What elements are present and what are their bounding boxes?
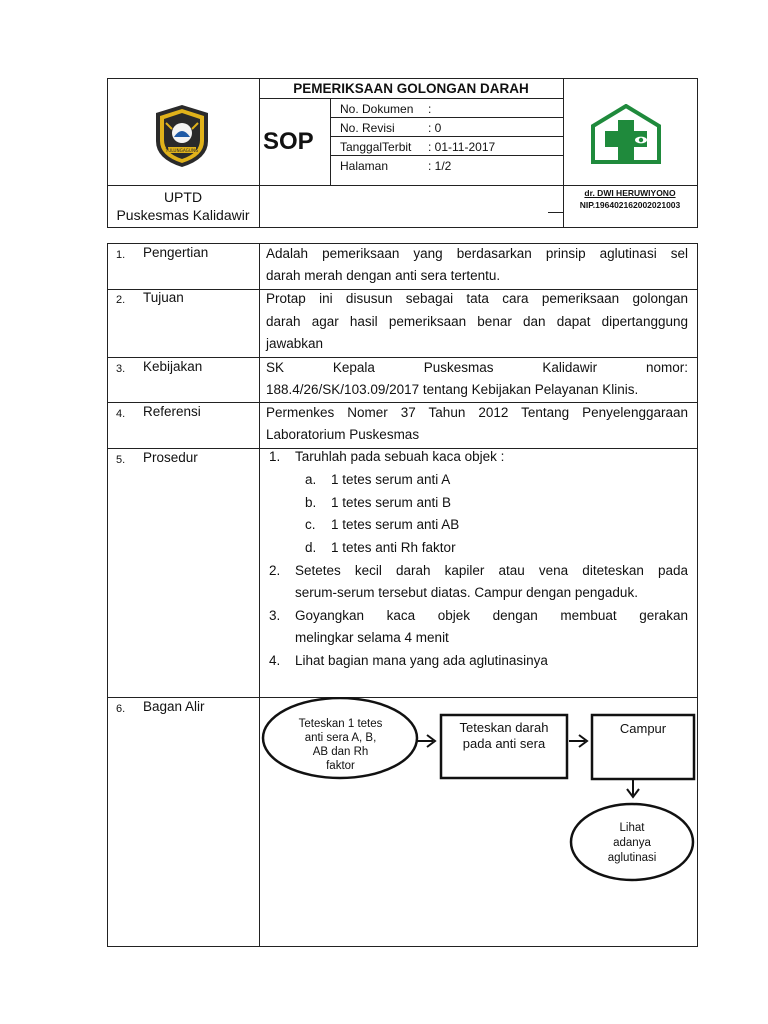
step-text: Goyangkan kaca objek dengan membuat gerakan bbox=[295, 608, 688, 623]
step-text: Lihat bagian mana yang ada aglutinasinya bbox=[295, 653, 548, 668]
puskesmas-logo bbox=[591, 104, 661, 166]
section-label: Bagan Alir bbox=[143, 699, 205, 714]
flow-node-start-text: faktor bbox=[326, 760, 355, 772]
substep-text: 1 tetes serum anti B bbox=[331, 495, 452, 510]
emblem-banner-text: TULUNGAGUNG bbox=[165, 148, 199, 153]
flow-node-start-text: AB dan Rh bbox=[312, 746, 369, 758]
section-number: 1. bbox=[116, 249, 126, 261]
substep-letter: d. bbox=[305, 540, 317, 555]
org-name-line2: Puskesmas Kalidawir bbox=[116, 207, 250, 223]
flow-node-start-text: anti sera A, B, bbox=[304, 732, 377, 744]
flow-node-end-text: Lihat bbox=[619, 822, 645, 834]
flow-node-process-text: Teteskan darah bbox=[459, 720, 549, 735]
step-text: serum-serum tersebut diatas. Campur dengan pengaduk. bbox=[295, 585, 638, 600]
step-text: melingkar selama 4 menit bbox=[295, 630, 449, 645]
doc-field-label: No. Dokumen bbox=[340, 102, 414, 116]
document-title: PEMERIKSAAN GOLONGAN DARAH bbox=[293, 81, 529, 96]
kebijakan-line: 188.4/26/SK/103.09/2017 tentang Kebijakan Pelayanan Klinis. bbox=[266, 382, 639, 397]
step-number: 2. bbox=[269, 563, 281, 578]
section-label: Prosedur bbox=[143, 450, 198, 465]
tujuan-line: Protap ini disusun sebagai tata cara pemeriksaan golongan bbox=[266, 291, 688, 306]
doc-field-value: : 01-11-2017 bbox=[428, 140, 496, 154]
section-label: Tujuan bbox=[143, 290, 184, 305]
referensi-line: Permenkes Nomer 37 Tahun 2012 Tentang Penyelenggaraan bbox=[266, 405, 688, 420]
doc-field-label: No. Revisi bbox=[340, 121, 395, 135]
step-number: 1. bbox=[269, 449, 281, 464]
kebijakan-line: SK Kepala Puskesmas Kalidawir nomor: bbox=[266, 360, 688, 375]
step-text: Setetes kecil darah kapiler atau vena diteteskan pada bbox=[295, 563, 688, 578]
substep-letter: b. bbox=[305, 495, 317, 510]
flow-node-end-text: aglutinasi bbox=[607, 852, 657, 864]
referensi-line: Laboratorium Puskesmas bbox=[266, 427, 420, 442]
tujuan-line: darah agar hasil pemeriksaan benar dan dapat dipertanggung bbox=[266, 314, 688, 329]
doc-field-value: : 0 bbox=[428, 121, 442, 135]
sop-label: SOP bbox=[263, 128, 314, 155]
section-number: 5. bbox=[116, 454, 126, 466]
substep-letter: a. bbox=[305, 472, 317, 487]
step-text: Taruhlah pada sebuah kaca objek : bbox=[295, 449, 505, 464]
section-number: 6. bbox=[116, 703, 126, 715]
tujuan-line: jawabkan bbox=[266, 336, 324, 351]
flow-arrow bbox=[627, 779, 639, 797]
section-number: 4. bbox=[116, 408, 126, 420]
substep-letter: c. bbox=[305, 517, 316, 532]
substep-text: 1 tetes serum anti A bbox=[331, 472, 451, 487]
section-number: 2. bbox=[116, 294, 126, 306]
step-number: 4. bbox=[269, 653, 281, 668]
flow-node-start-text: Teteskan 1 tetes bbox=[298, 718, 383, 730]
doc-field-label: Halaman bbox=[340, 159, 389, 173]
doc-field-value: : 1/2 bbox=[428, 159, 452, 173]
regional-emblem-logo bbox=[150, 103, 214, 169]
flow-node-process-text: pada anti sera bbox=[462, 736, 546, 751]
pengertian-line: darah merah dengan anti sera tertentu. bbox=[266, 268, 501, 283]
substep-text: 1 tetes serum anti AB bbox=[331, 517, 460, 532]
section-label: Kebijakan bbox=[143, 359, 203, 374]
doc-field-label: TanggalTerbit bbox=[340, 140, 412, 154]
flow-node-process-text: Campur bbox=[619, 721, 667, 736]
pengertian-line: Adalah pemeriksaan yang berdasarkan prinsip aglutinasi sel bbox=[266, 246, 688, 261]
section-label: Referensi bbox=[143, 404, 201, 419]
section-label: Pengertian bbox=[143, 245, 209, 260]
signer-nip: NIP.196402162002021003 bbox=[579, 200, 681, 210]
flow-node-end-text: adanya bbox=[613, 837, 651, 849]
flow-arrow bbox=[569, 735, 587, 747]
step-number: 3. bbox=[269, 608, 281, 623]
org-name-line1: UPTD bbox=[163, 189, 203, 205]
substep-text: 1 tetes anti Rh faktor bbox=[331, 540, 456, 555]
flow-arrow bbox=[417, 735, 435, 747]
section-number: 3. bbox=[116, 363, 126, 375]
doc-field-value: : bbox=[428, 102, 432, 116]
signer-name: dr. DWI HERUWIYONO bbox=[584, 188, 676, 198]
